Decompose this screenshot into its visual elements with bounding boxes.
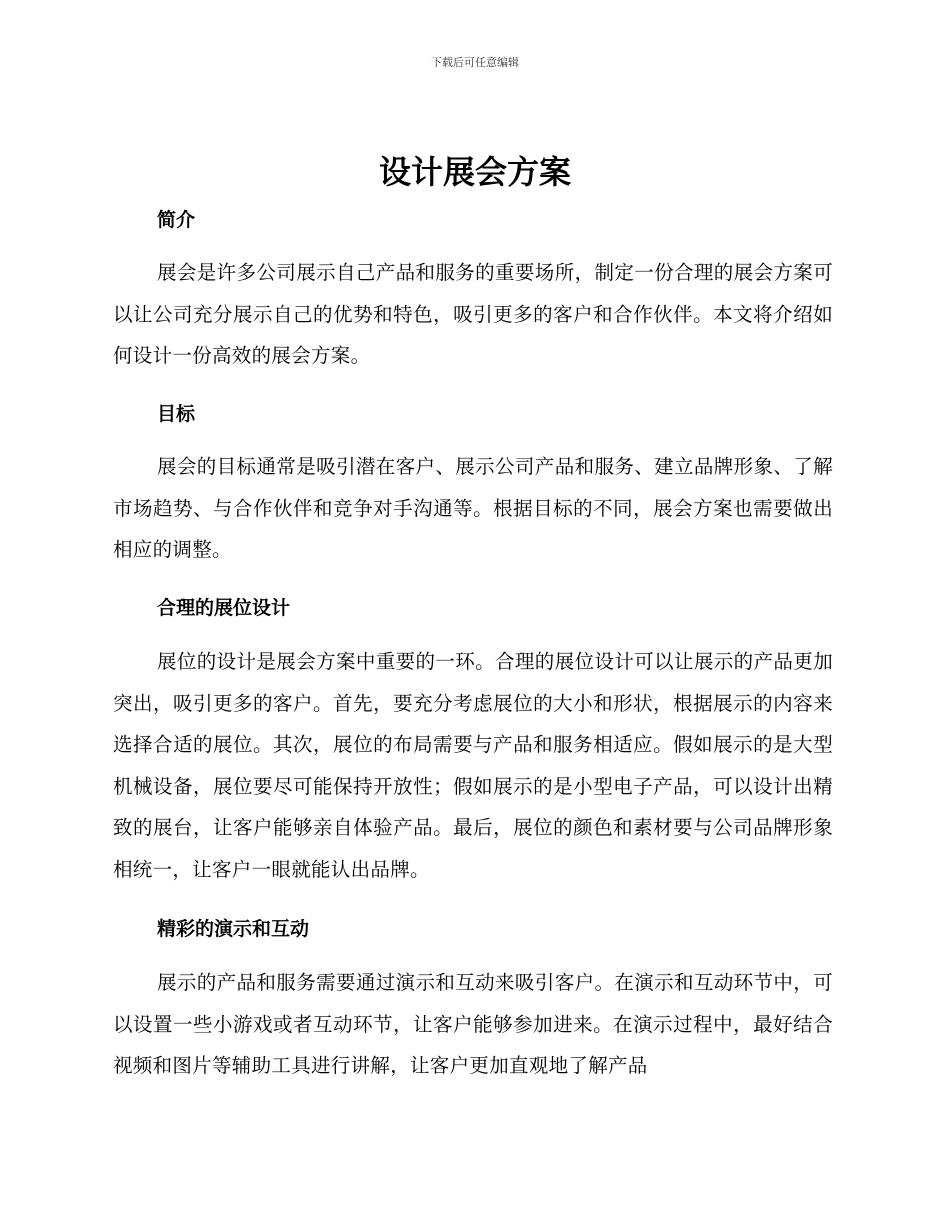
section-paragraph-goal: 展会的目标通常是吸引潜在客户、展示公司产品和服务、建立品牌形象、了解市场趋势、与合作伙伴和竞争对手沟通等。根据目标的不同，展会方案也需要做出相应的调整。 <box>113 455 833 561</box>
section-heading-demo: 精彩的演示和互动 <box>157 918 310 940</box>
section-paragraph-intro: 展会是许多公司展示自己产品和服务的重要场所，制定一份合理的展会方案可以让公司充分展示自己的优势和特色，吸引更多的客户和合作伙伴。本文将介绍如何设计一份高效的展会方案。 <box>113 261 833 367</box>
section-heading-intro: 简介 <box>157 209 196 231</box>
section-paragraph-demo: 展示的产品和服务需要通过演示和互动来吸引客户。在演示和互动环节中，可以设置一些小游戏或者互动环节，让客户能够参加进来。在演示过程中，最好结合视频和图片等辅助工具进行讲解，让客户更加直观地了解产品 <box>113 971 833 1077</box>
header-note: 下载后可任意编辑 <box>431 56 519 69</box>
section-heading-booth-design: 合理的展位设计 <box>157 597 291 619</box>
section-paragraph-booth-design: 展位的设计是展会方案中重要的一环。合理的展位设计可以让展示的产品更加突出，吸引更多的客户。首先，要充分考虑展位的大小和形状，根据展示的内容来选择合适的展位。其次，展位的布局需要与产品和服务相适应。假如展示的是大型机械设备，展位要尽可能保持开放性；假如展示的是小型电子产品，可以设计出精致的展台，让客户能够亲自体验产品。最后，展位的颜色和素材要与公司品牌形象相统一，让客户一眼就能认出品牌。 <box>113 650 833 881</box>
section-heading-goal: 目标 <box>157 403 196 425</box>
document-title: 设计展会方案 <box>378 153 571 191</box>
